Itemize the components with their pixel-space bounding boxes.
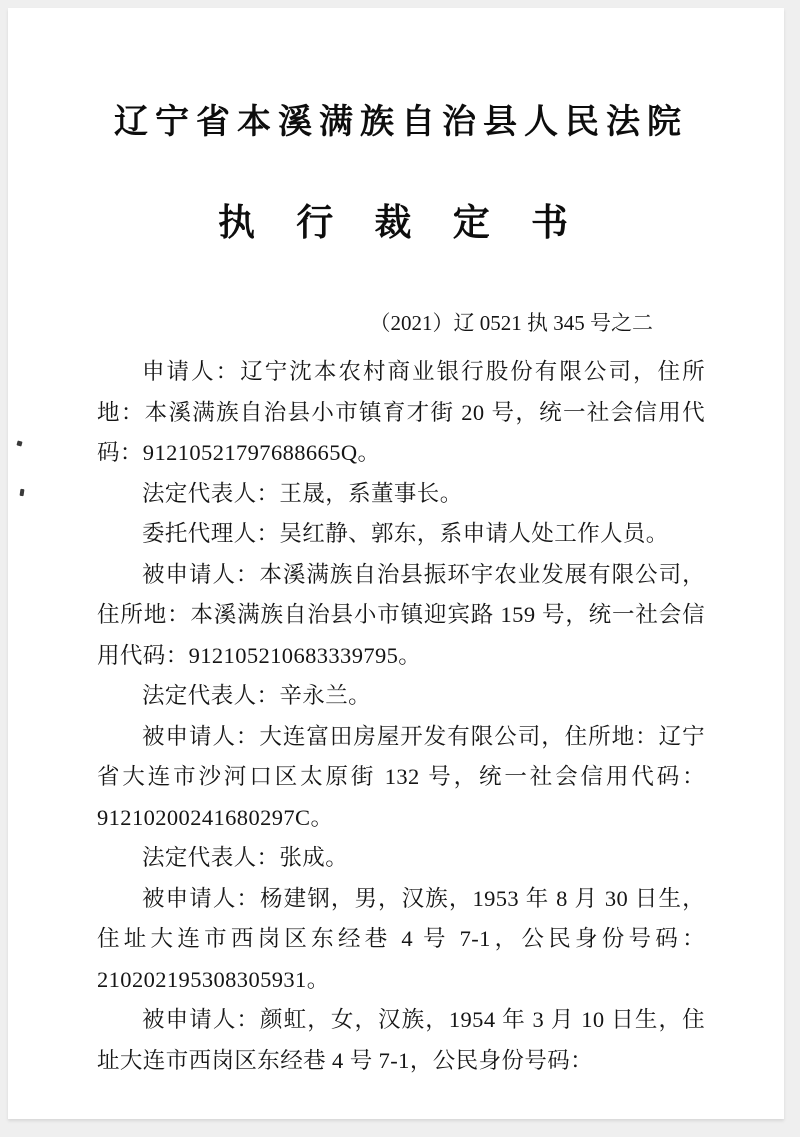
paragraph-legal-representative-3: 法定代表人：张成。	[142, 845, 349, 870]
paragraph-applicant: 申请人：辽宁沈本农村商业银行股份有限公司，住所地：本溪满族自治县小市镇育才街 20 号，统一社会信用代码：91210521797688665Q。	[97, 359, 705, 465]
document-content	[8, 8, 784, 1119]
court-name-heading: 辽宁省本溪满族自治县人民法院	[114, 104, 688, 141]
paragraph-respondent-3: 被申请人：杨建钢，男，汉族，1953 年 8 月 30 日生，住址大连市西岗区东经巷 4 号 7-1，公民身份号码：210202195308305931。	[97, 885, 705, 992]
document-page	[8, 8, 784, 1119]
document-body	[97, 352, 705, 1081]
paragraph-legal-representative-1: 法定代表人：王晟，系董事长。	[142, 480, 463, 506]
paragraph-respondent-1: 被申请人：本溪满族自治县振环宇农业发展有限公司，住所地：本溪满族自治县小市镇迎宾路 159 号，统一社会信用代码：912105210683339795。	[97, 561, 705, 668]
case-number: （2021）辽 0521 执 345 号之二	[369, 311, 653, 335]
paragraph-respondent-2: 被申请人：大连富田房屋开发有限公司，住所地：辽宁省大连市沙河口区太原街 132 号，统一社会信用代码：91210200241680297C。	[97, 723, 705, 830]
paragraph-entrusted-agents: 委托代理人：吴红静、郭东，系申请人处工作人员。	[142, 521, 669, 546]
paragraph-respondent-4: 被申请人：颜虹，女，汉族，1954 年 3 月 10 日生，住址大连市西岗区东经巷 4 号 7-1，公民身份号码：	[97, 1007, 705, 1073]
document-title: 执 行 裁 定 书	[218, 203, 584, 244]
paragraph-legal-representative-2: 法定代表人：辛永兰。	[142, 683, 372, 708]
